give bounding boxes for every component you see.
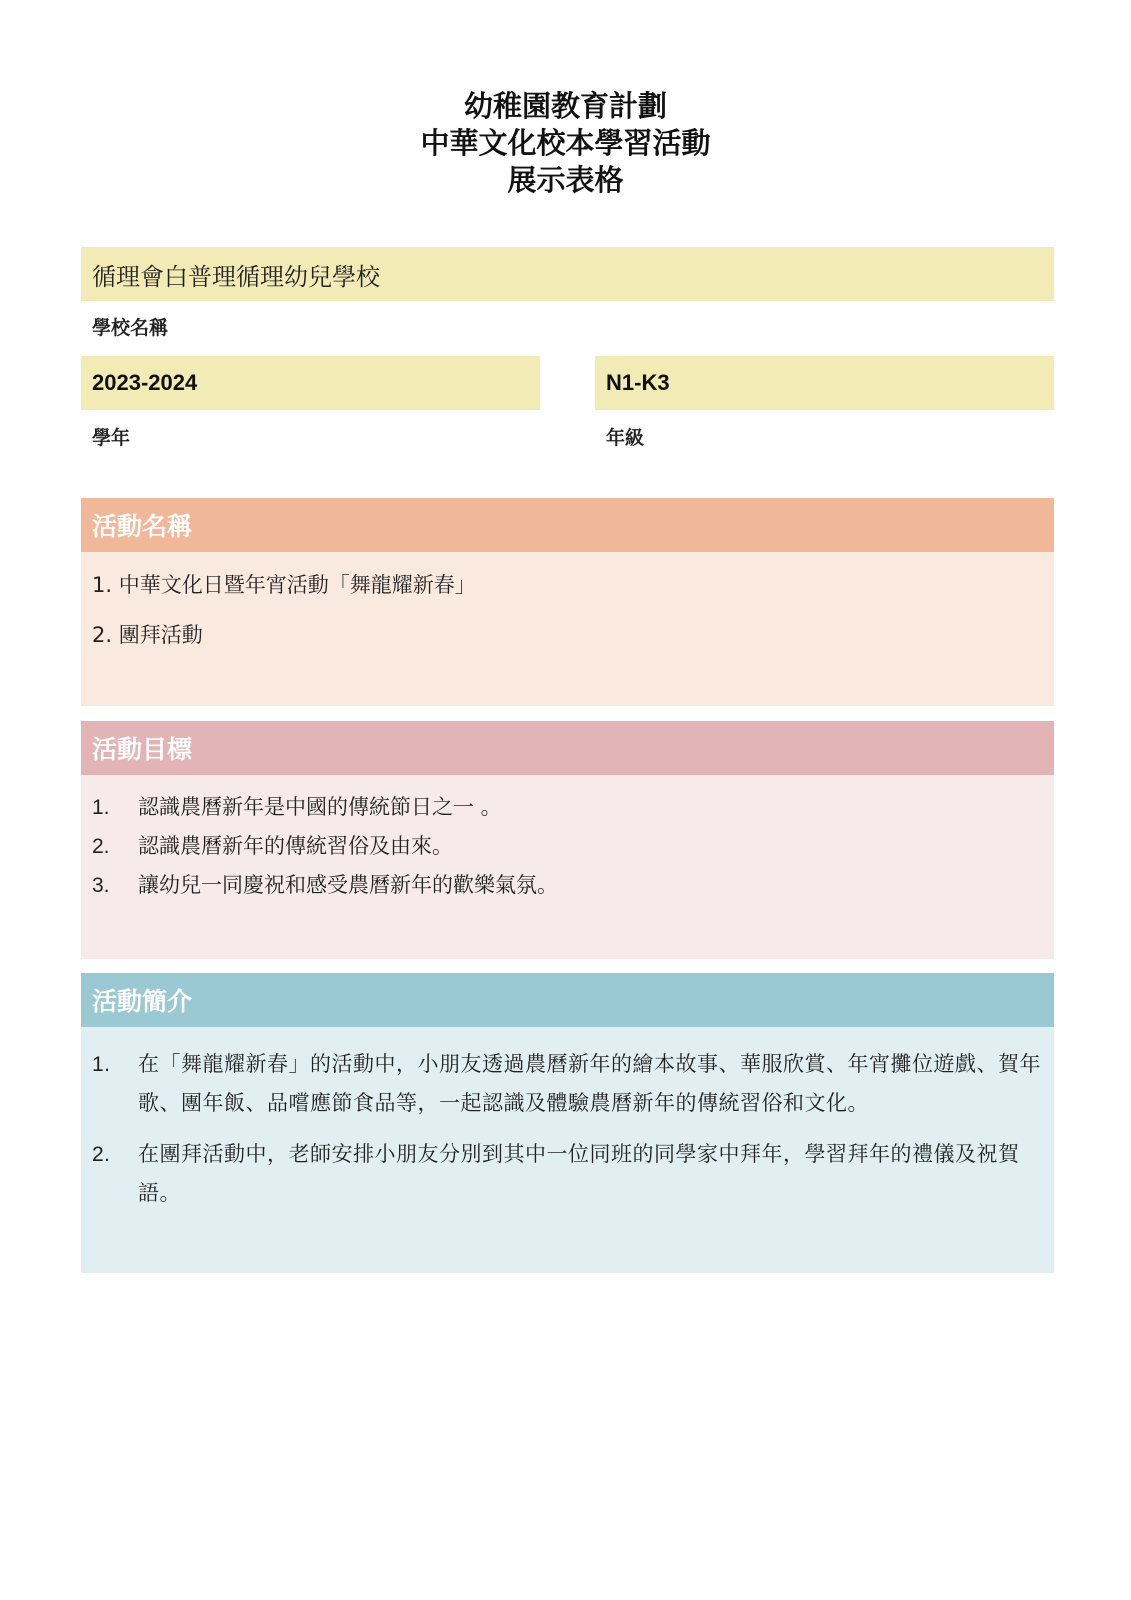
document-title [0,88,1131,199]
title-line-1: 幼稚園教育計劃 [463,89,667,123]
activity-goals-body [81,775,1054,959]
list-item-text: 在團拜活動中，老師安排小朋友分別到其中一位同班的同學家中拜年，學習拜年的禮儀及祝賀語。 [138,1142,1020,1205]
list-item-number: 1. [92,1053,111,1076]
list-item-text: 讓幼兒一同慶祝和感受農曆新年的歡樂氣氛。 [138,873,558,897]
list-item [92,871,1044,900]
activity-intro-section [81,973,1054,1273]
title-line-3: 展示表格 [507,163,624,197]
list-item-number: 2. [92,1143,111,1166]
school-name-value: 循理會白普理循理幼兒學校 [92,262,380,291]
activity-name-section [81,498,1054,706]
list-item-number: 1. [92,796,110,819]
list-item [92,793,1044,822]
activity-goals-section [81,721,1054,959]
list-item-text: 認識農曆新年是中國的傳統節日之一 。 [138,795,502,819]
school-year-label: 學年 [92,427,131,449]
activity-name-body [81,552,1054,706]
list-item-text: 在「舞龍耀新春」的活動中，小朋友透過農曆新年的繪本故事、華服欣賞、年宵攤位遊戲、賀年歌、團年飯、品嚐應節食品等，一起認識及體驗農曆新年的傳統習俗和文化。 [138,1052,1041,1115]
grade-value: N1-K3 [606,370,670,395]
school-year-field [81,356,540,410]
list-item-text: 認識農曆新年的傳統習俗及由來。 [138,834,453,858]
grade-label: 年級 [606,427,645,449]
title-line-2: 中華文化校本學習活動 [420,126,711,160]
list-item [92,832,1044,861]
list-item-number: 2. [92,835,110,858]
school-name-label: 學校名稱 [92,317,169,339]
list-item: 2. 團拜活動 [92,623,203,647]
school-year-value: 2023-2024 [92,370,198,395]
activity-intro-heading: 活動簡介 [81,973,1054,1027]
list-item: 1. 中華文化日暨年宵活動「舞龍耀新春」 [92,573,476,597]
list-item [92,1135,1044,1213]
activity-name-heading: 活動名稱 [81,498,1054,552]
list-item-number: 3. [92,874,110,897]
activity-intro-body [81,1027,1054,1273]
grade-field [595,356,1054,410]
list-item [92,1045,1044,1123]
school-name-field [81,247,1054,301]
activity-goals-heading: 活動目標 [81,721,1054,775]
